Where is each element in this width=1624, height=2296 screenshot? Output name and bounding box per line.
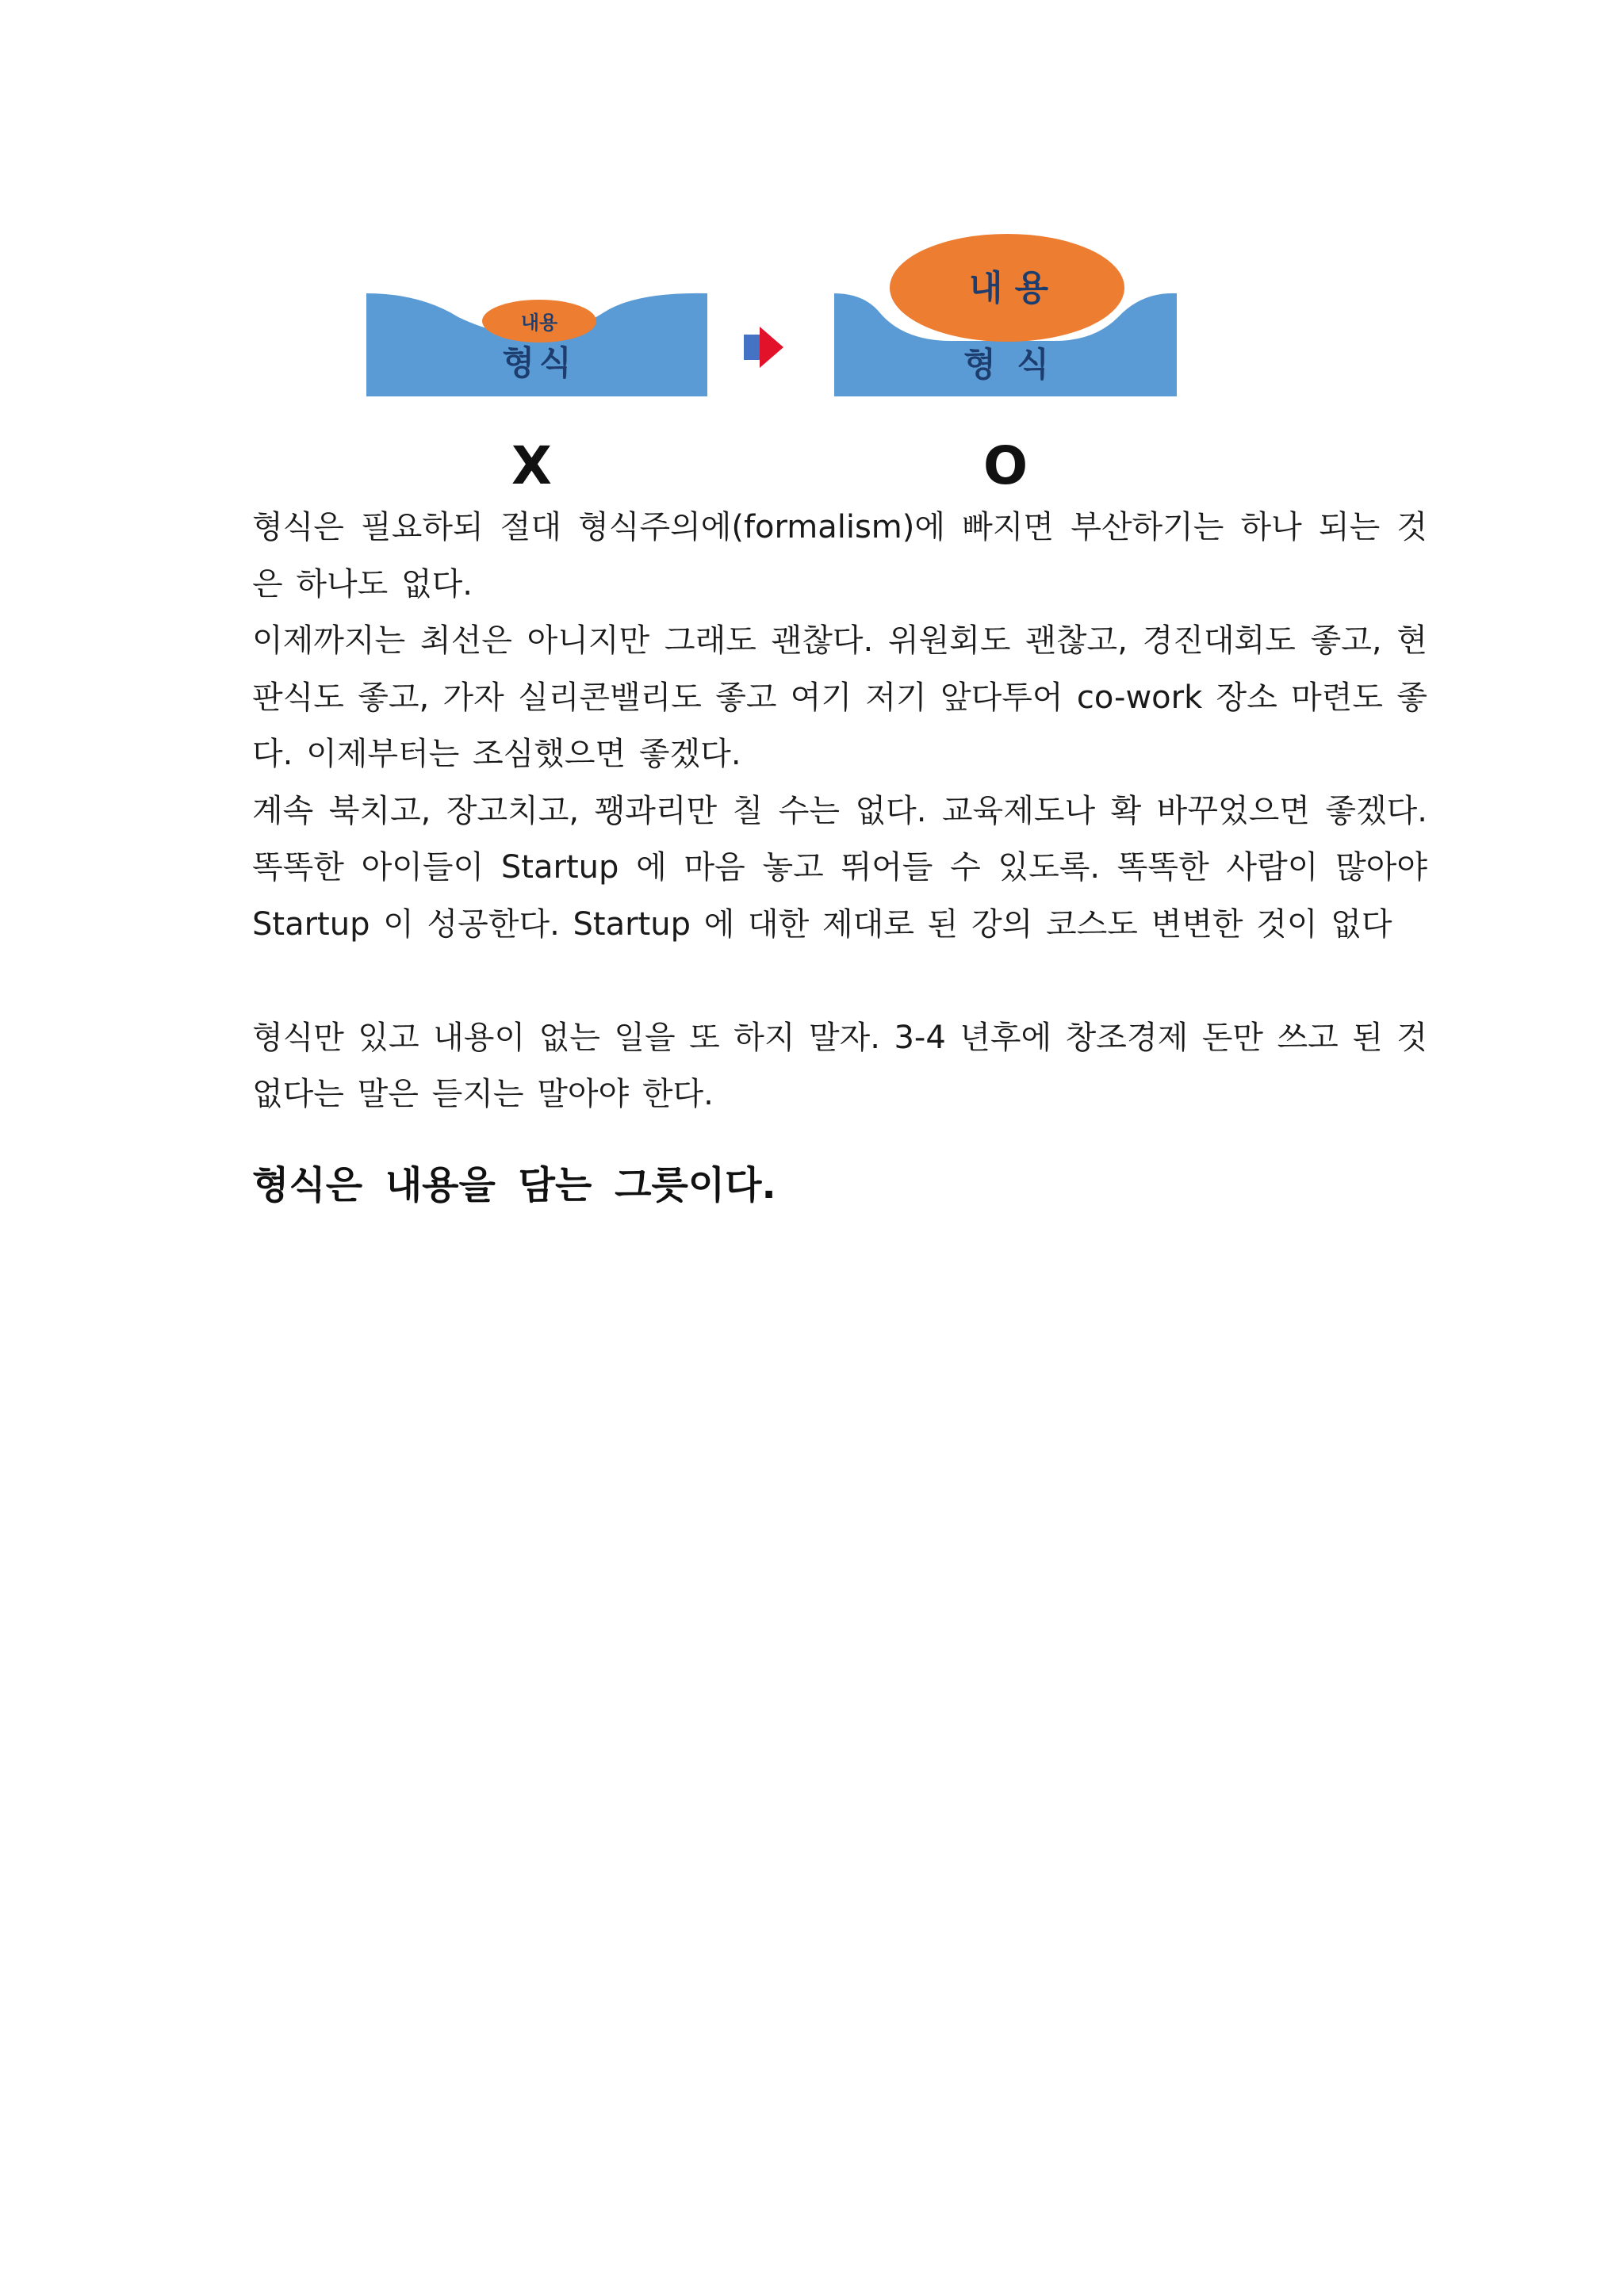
left-panel (366, 293, 707, 396)
paragraph-education: 계속 북치고, 장고치고, 꽹과리만 칠 수는 없다. 교육제도나 확 바꾸었으면 좋겠다. 똑똑한 아이들이 Startup 에 마음 놓고 뛰어들 수 있도록. 똑똑한 사람이 많아야 Startup 이 성공한다. Startup 에 대한 제대로 된 강의 코스도 변변한 것이 없다 (252, 792, 1427, 943)
right-content-label: 내 용 (968, 268, 1049, 308)
left-form-label: 형식 (502, 343, 576, 382)
form-content-diagram (0, 0, 1624, 507)
wrong-mark: X (511, 435, 552, 496)
paragraph-formalism: 형식은 필요하되 절대 형식주의에(formalism)에 빠지면 부산하기는 하나 되는 것은 하나도 없다. (252, 509, 1427, 603)
paragraph-warning: 형식만 있고 내용이 없는 일을 또 하지 말자. 3-4 년후에 창조경제 돈만 쓰고 된 것 없다는 말은 듣지는 말아야 한다. (252, 1019, 1427, 1112)
paragraph-spacer (252, 953, 1427, 1010)
article-body (252, 499, 1427, 1211)
left-content-label: 내용 (520, 312, 558, 334)
closing-heading: 형식은 내용을 담는 그릇이다. (252, 1162, 776, 1207)
diagram-graphic (0, 0, 1624, 507)
right-arrow-icon (744, 327, 783, 368)
right-form-label: 형 식 (963, 345, 1054, 384)
right-panel (834, 234, 1177, 396)
correct-mark: O (983, 435, 1028, 496)
paragraph-until-now: 이제까지는 최선은 아니지만 그래도 괜찮다. 위원회도 괜찮고, 경진대회도 좋고, 현판식도 좋고, 가자 실리콘밸리도 좋고 여기 저기 앞다투어 co-work 장소 마련도 좋다. 이제부터는 조심했으면 좋겠다. (252, 622, 1427, 772)
